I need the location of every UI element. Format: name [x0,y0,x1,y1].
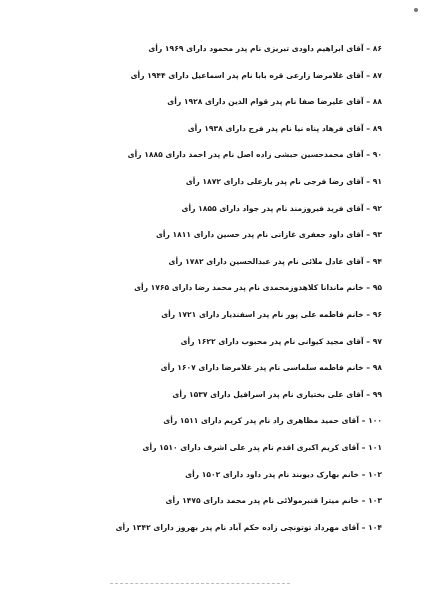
list-item: ۸۸ – آقای علیرضا صفا نام پدر قوام الدین دارای ۱۹۲۸ رأی [167,97,382,107]
list-item: ۹۹ – آقای علی بختیاری نام پدر اسرافیل دارای ۱۵۳۷ رأی [172,389,382,399]
list-item: ۹۳ – آقای داود جعفری غازانی نام پدر حسین دارای ۱۸۱۱ رأی [155,230,382,240]
list-item: ۱۰۴ – آقای مهرداد توتونچی زاده حکم آباد نام پدر بهروز دارای ۱۳۴۲ رأی [115,522,382,532]
list-item: ۹۲ – آقای فرید فیروزمند نام پدر جواد دارای ۱۸۵۵ رأی [181,203,382,213]
list-item: ۹۸ – خانم فاطمه سلماسی نام پدر غلامرضا دارای ۱۶۰۷ رأی [160,363,382,373]
list-item: ۱۰۳ – خانم میترا قنبرمولائی نام پدر محمد دارای ۱۴۷۵ رأی [165,496,382,506]
list-item: ۹۴ – آقای عادل ملائی نام پدر عبدالحسین دارای ۱۷۸۲ رأی [168,256,382,266]
list-item: ۱۰۱ – آقای کریم اکبری اقدم نام پدر علی اشرف دارای ۱۵۱۰ رأی [142,442,382,452]
footer-rule [110,583,290,584]
list-item: ۸۶ – آقای ابراهیم داودی تبریزی نام پدر محمود دارای ۱۹۶۹ رأی [148,44,382,53]
list-item: ۹۶ – خانم فاطمه علی پور نام پدر اسفندیار دارای ۱۷۲۱ رأی [161,309,382,319]
scan-mark [414,8,418,12]
list-item: ۹۰ – آقای محمدحسین حبشی زاده اصل نام پدر احمد دارای ۱۸۸۵ رأی [127,150,382,160]
results-list [42,36,382,541]
list-item: ۹۵ – خانم ماندانا کلاهدوزمحمدی نام پدر محمد رضا دارای ۱۷۶۵ رأی [134,283,382,293]
list-item: ۱۰۰ – آقای حمید مظاهری راد نام پدر کریم دارای ۱۵۱۱ رأی [163,416,382,426]
list-item: ۹۷ – آقای مجید کیوانی نام پدر محبوب دارای ۱۶۲۲ رأی [180,336,382,346]
list-item: ۸۷ – آقای غلامرضا زارعی قره بابا نام پدر اسماعیل دارای ۱۹۴۴ رأی [130,70,382,80]
list-item: ۹۱ – آقای رضا فرجی نام پدر یارعلی دارای ۱۸۷۲ رأی [185,176,382,186]
list-item: ۱۰۲ – خانم بهارک دیوبند نام پدر داود دارای ۱۵۰۲ رأی [185,469,382,479]
list-item: ۸۹ – آقای فرهاد پناه نیا نام پدر فرج دارای ۱۹۳۸ رأی [187,123,382,133]
